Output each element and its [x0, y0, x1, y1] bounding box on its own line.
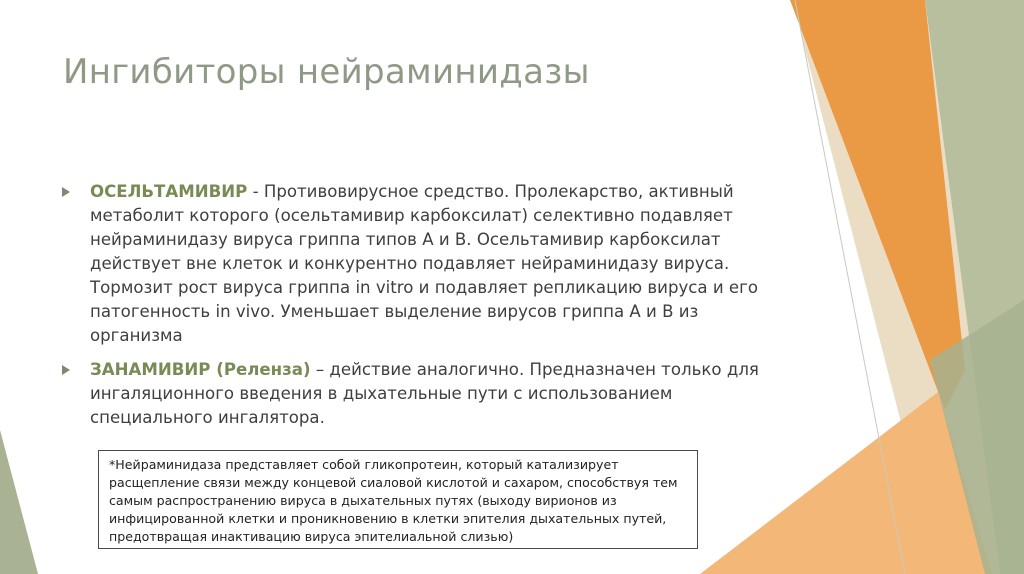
drug-description: – действие аналогично. Предназначен только для ингаляционного введения в дыхательные пути с использованием специального ингалятора. — [90, 360, 759, 427]
drug-term: ЗАНАМИВИР (Реленза) — [90, 360, 311, 379]
left-sage-shape — [0, 430, 38, 574]
drug-term: ОСЕЛЬТАМИВИР — [90, 182, 248, 201]
footnote-box: *Нейраминидаза представляет собой гликопротеин, который катализирует расщепление связи между концевой сиаловой кислотой и сахаром, способствуя тем самым распространению вируса в дыхательных путях (выходу вирионов из инфицированной клетки и проникновению в клетки эпителия дыхательных путей, предотвращая инактивацию вируса эпителиальной слизью) — [98, 450, 698, 549]
bullet-item-zanamivir — [62, 358, 762, 430]
bullet-text — [90, 358, 762, 430]
drug-description: - Противовирусное средство. Пролекарство, активный метаболит которого (осельтамивир карбоксилат) селективно подавляет нейраминидазу вируса гриппа типов А и В. Осельтамивир карбоксилат действует вне клеток и конкурентно подавляет нейраминидазу вируса. Тормозит рост вируса гриппа in vitro и подавляет репликацию вируса и его патогенность in vivo. Уменьшает выделение вирусов гриппа А и В из организма — [90, 182, 759, 345]
slide-title: Ингибиторы нейраминидазы — [63, 52, 590, 92]
bullet-arrow-icon — [62, 187, 70, 197]
bullet-arrow-icon — [62, 365, 70, 375]
bullet-list — [62, 180, 762, 440]
bullet-item-oseltamivir — [62, 180, 762, 348]
bullet-text — [90, 180, 762, 348]
